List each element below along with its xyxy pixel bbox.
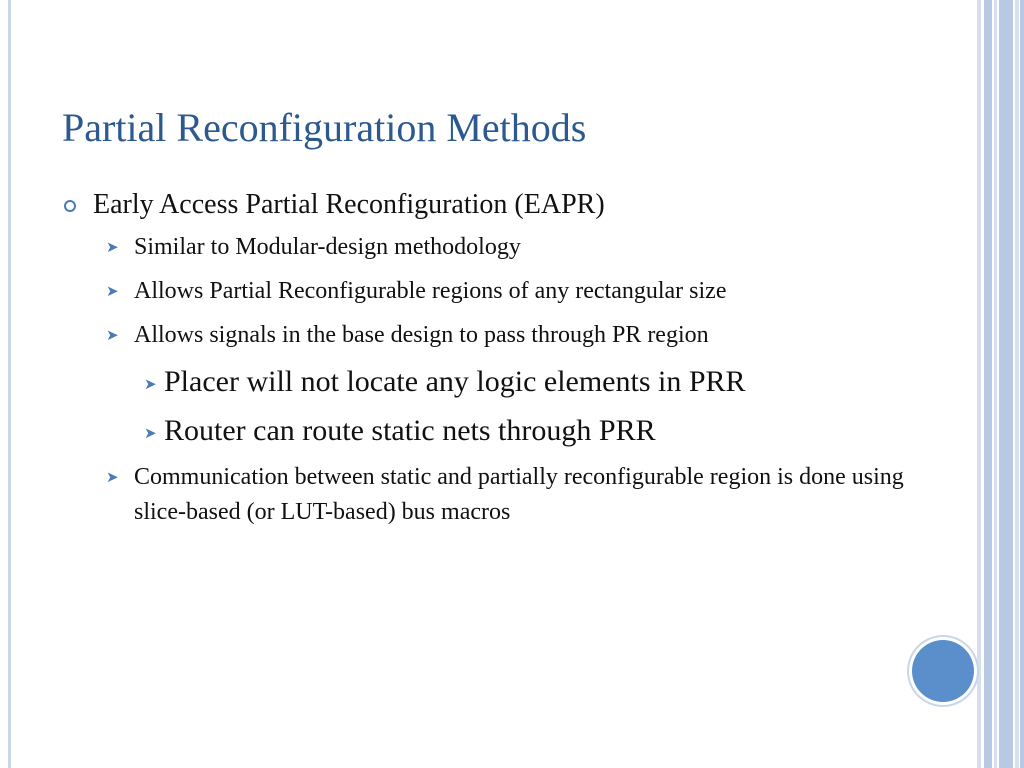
arrow-bullet-icon: ➤: [106, 238, 119, 256]
sub-sub-bullet-item: [144, 411, 912, 451]
bullet-text: Early Access Partial Reconfiguration (EAPR): [93, 189, 605, 220]
ring-bullet-icon: [64, 200, 76, 212]
slide-title: Partial Reconfiguration Methods: [62, 105, 587, 150]
arrow-bullet-icon: ➤: [144, 424, 157, 442]
arrow-bullet-icon: ➤: [106, 468, 119, 486]
bullet-text: Allows Partial Reconfigurable regions of any rectangular size: [134, 278, 727, 304]
bullet-text: Communication between static and partially reconfigurable region is done using slice-based (or LUT-based) bus macros: [134, 464, 904, 525]
arrow-bullet-icon: ➤: [106, 282, 119, 300]
left-border-line: [8, 0, 11, 768]
bullet-list: [62, 186, 912, 539]
sub-bullet-item: [106, 318, 912, 353]
bullet-text: Allows signals in the base design to pass through PR region: [134, 322, 709, 348]
arrow-bullet-icon: ➤: [106, 326, 119, 344]
decorative-stripe: [994, 0, 997, 768]
sub-bullet-item: [106, 274, 912, 309]
bullet-text: Similar to Modular-design methodology: [134, 234, 521, 260]
arrow-bullet-icon: ➤: [144, 375, 157, 393]
bullet-text: Placer will not locate any logic elements in PRR: [164, 365, 746, 398]
decorative-stripe: [1020, 0, 1024, 768]
decorative-stripe: [1015, 0, 1019, 768]
sub-sub-bullet-item: [144, 362, 912, 402]
bullet-text: Router can route static nets through PRR: [164, 414, 656, 447]
decorative-stripe: [999, 0, 1013, 768]
decorative-stripe: [977, 0, 981, 768]
decorative-stripe: [984, 0, 992, 768]
sub-bullet-item: [106, 460, 912, 530]
accent-circle: [912, 640, 974, 702]
sub-bullet-item: [106, 230, 912, 265]
bullet-item: [62, 186, 912, 224]
